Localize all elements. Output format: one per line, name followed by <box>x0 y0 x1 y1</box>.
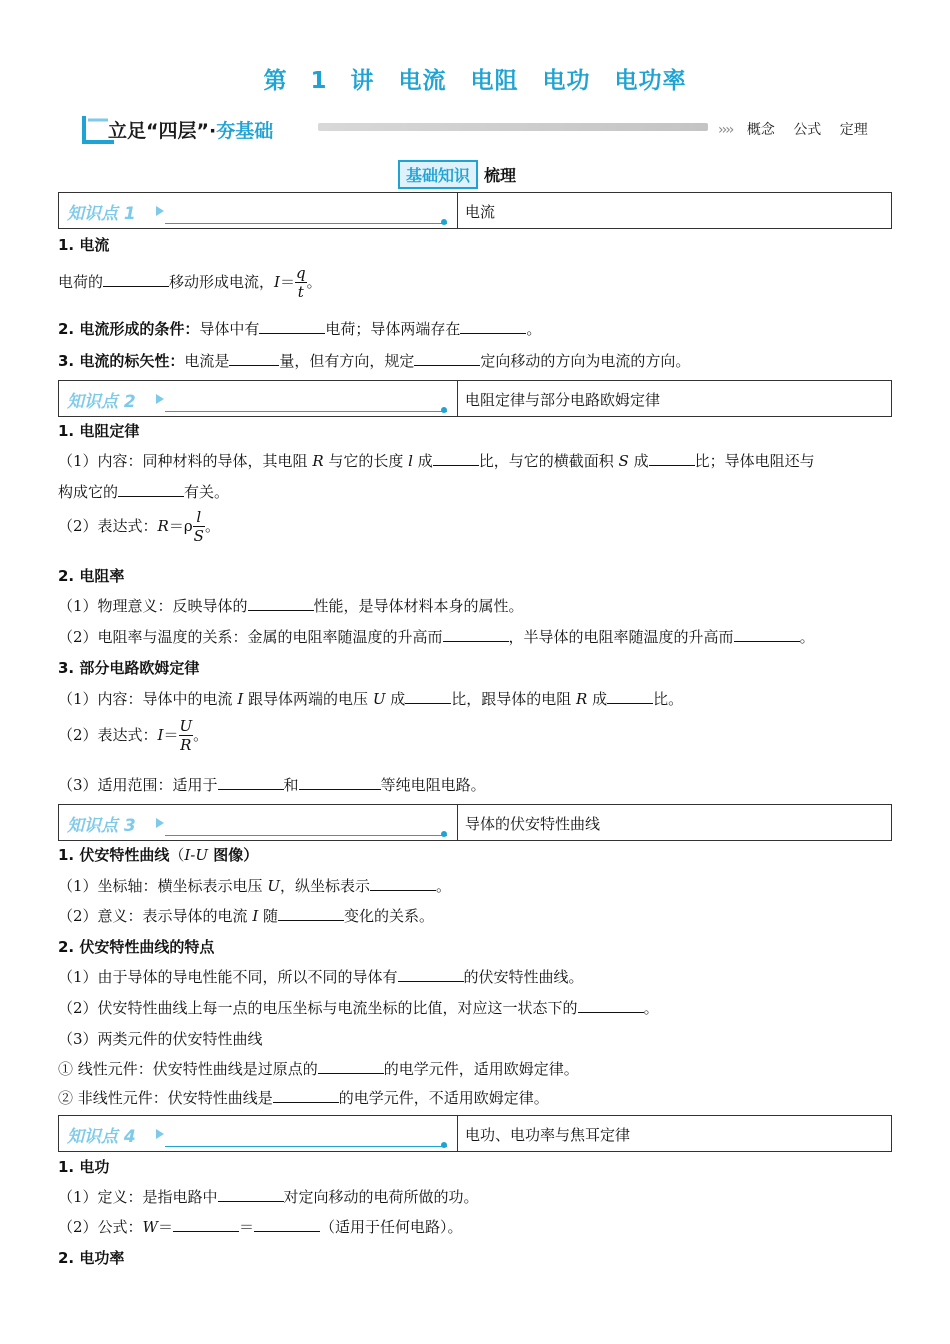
kp3-line-axis: （1）坐标轴：横坐标表示电压 U，纵坐标表示 。 <box>58 877 452 895</box>
kp4-line-definition: （1）定义：是指电路中 对定向移动的电荷所做的功。 <box>58 1188 479 1206</box>
kp2-heading-3: 3. 部分电路欧姆定律 <box>58 659 200 677</box>
kp4-heading-2: 2. 电功率 <box>58 1249 125 1267</box>
kp2-line-resistivity-1: （1）物理意义：反映导体的 性能，是导体材料本身的属性。 <box>58 597 524 615</box>
kp2-line-resistivity-2: （2）电阻率与温度的关系：金属的电阻率随温度的升高而 ，半导体的电阻率随温度的升高而 。 <box>58 628 815 646</box>
subheading-rest: 梳理 <box>484 166 517 185</box>
section-banner <box>78 112 898 148</box>
kp-title: 电流 <box>465 203 496 221</box>
banner-bar <box>318 123 708 131</box>
knowledge-point-2-header: 知识点 2 电阻定律与部分电路欧姆定律 <box>58 380 892 417</box>
triangle-icon <box>155 205 165 217</box>
fraction-u-over-r: $\frac{U}{R}$ <box>179 717 193 754</box>
kp3-line-feature-2: （2）伏安特性曲线上每一点的电压坐标与电流坐标的比值，对应这一状态下的 。 <box>58 999 659 1017</box>
triangle-icon <box>155 1128 165 1140</box>
kp3-line-meaning: （2）意义：表示导体的电流 I 随 变化的关系。 <box>58 907 435 925</box>
kp2-heading-1: 1. 电阻定律 <box>58 422 140 440</box>
sub-heading <box>398 160 516 188</box>
knowledge-point-3-header: 知识点 3 导体的伏安特性曲线 <box>58 804 892 841</box>
kp-label: 知识点 1 <box>67 204 136 224</box>
kp3-heading-1: 1. 伏安特性曲线（I-U 图像） <box>58 846 259 864</box>
kp1-line-3: 3. 电流的标矢性：电流是 量，但有方向，规定 定向移动的方向为电流的方向。 <box>58 352 691 370</box>
kp2-line-expression-1: （2）表达式：R＝ρ $\frac{l}{S}$ 。 <box>58 508 220 545</box>
triangle-icon <box>155 393 165 405</box>
knowledge-point-1-header <box>58 192 892 229</box>
keyword-concept: 概念 <box>746 122 775 138</box>
keyword-theorem: 定理 <box>839 122 868 138</box>
kp3-line-feature-1: （1）由于导体的导电性能不同，所以不同的导体有 的伏安特性曲线。 <box>58 968 584 986</box>
triangle-icon <box>155 817 165 829</box>
kp-title: 电功、电功率与焦耳定律 <box>465 1126 631 1144</box>
fraction-q-over-t: $\frac{q}{t}$ <box>295 264 306 301</box>
knowledge-point-4-header: 知识点 4 电功、电功率与焦耳定律 <box>58 1115 892 1152</box>
kp3-heading-2: 2. 伏安特性曲线的特点 <box>58 938 215 956</box>
kp4-heading-1: 1. 电功 <box>58 1158 110 1176</box>
page-title: 第 1 讲 电流 电阻 电功 电功率 <box>263 68 687 94</box>
keyword-formula: 公式 <box>793 122 822 138</box>
kp2-line-ohm-3: （3）适用范围：适用于 和 等纯电阻电路。 <box>58 776 486 794</box>
kp1-line-2: 2. 电流形成的条件：导体中有 电荷；导体两端存在 。 <box>58 320 542 338</box>
kp3-line-nonlinear: ② 非线性元件：伏安特性曲线是 的电学元件，不适用欧姆定律。 <box>58 1089 549 1107</box>
kp2-line-content-1: （1）内容：同种材料的导体，其电阻 R 与它的长度 l 成 比，与它的横截面积 S 成 比；导体电阻还与 <box>58 452 815 470</box>
kp1-line-1: 电荷的 移动形成电流，I＝ $\frac{q}{t}$ 。 <box>58 264 322 301</box>
kp2-line-ohm-1: （1）内容：导体中的电流 I 跟导体两端的电压 U 成 比，跟导体的电阻 R 成 比。 <box>58 690 684 708</box>
kp4-line-formula: （2）公式：W＝ ＝ （适用于任何电路）。 <box>58 1218 463 1236</box>
fraction-l-over-s: $\frac{l}{S}$ <box>193 508 204 545</box>
kp1-heading-1: 1. 电流 <box>58 236 110 254</box>
kp2-line-content-2: 构成它的 有关。 <box>58 483 230 501</box>
kp3-line-feature-3: （3）两类元件的伏安特性曲线 <box>58 1030 263 1048</box>
answer-blank <box>103 272 169 287</box>
kp2-heading-2: 2. 电阻率 <box>58 567 125 585</box>
kp-title: 导体的伏安特性曲线 <box>465 815 601 833</box>
banner-keywords <box>718 119 882 139</box>
kp2-line-ohm-2: （2）表达式：I＝ $\frac{U}{R}$ 。 <box>58 717 209 754</box>
kp-title: 电阻定律与部分电路欧姆定律 <box>465 391 661 409</box>
kp3-line-linear: ① 线性元件：伏安特性曲线是过原点的 的电学元件，适用欧姆定律。 <box>58 1060 579 1078</box>
subheading-box: 基础知识 <box>398 160 478 189</box>
banner-heading: 立足“四层”·夯基础 <box>108 120 274 142</box>
chevrons-icon: ›››› <box>718 122 733 138</box>
